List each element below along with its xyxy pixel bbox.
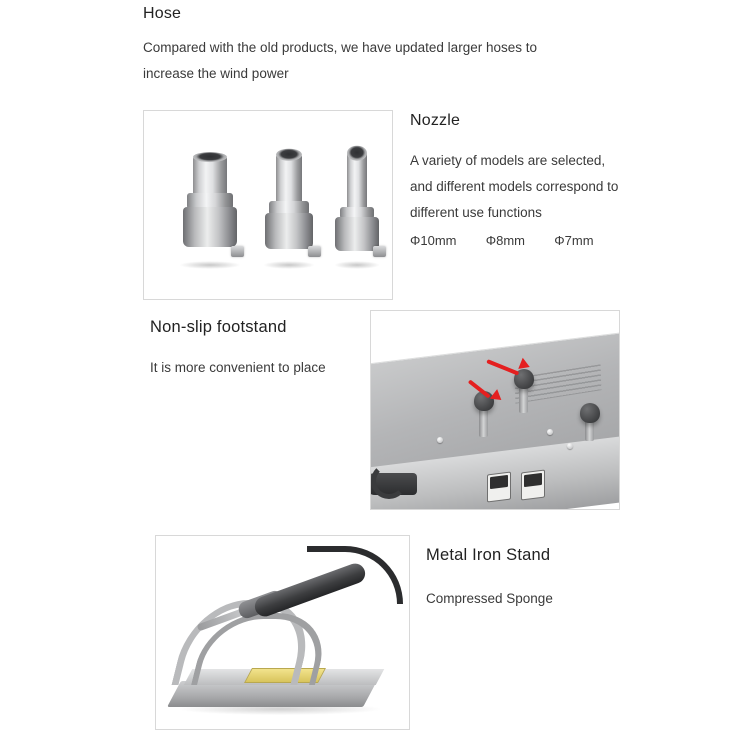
footstand-description: It is more convenient to place bbox=[150, 360, 326, 375]
iron-stand-image bbox=[155, 535, 410, 730]
power-switch-1[interactable] bbox=[487, 472, 511, 503]
panel-screw-1 bbox=[437, 437, 443, 443]
nozzle-8mm-graphic bbox=[249, 155, 329, 261]
panel-screw-2 bbox=[547, 429, 553, 435]
footstand-heading: Non-slip footstand bbox=[150, 318, 287, 336]
panel-screw-3 bbox=[567, 443, 573, 449]
nozzle-heading: Nozzle bbox=[410, 112, 461, 129]
nozzle-image bbox=[143, 110, 393, 300]
hose-description: Compared with the old products, we have updated larger hoses to increase the wind power bbox=[143, 40, 537, 81]
nozzle-spec-2: Φ8mm bbox=[485, 233, 526, 248]
iron-stand-heading: Metal Iron Stand bbox=[426, 546, 551, 564]
nozzle-spec-3: Φ7mm bbox=[554, 233, 594, 248]
footstand-image bbox=[370, 310, 620, 510]
power-switch-2[interactable] bbox=[521, 470, 545, 501]
hose-connector bbox=[370, 473, 417, 495]
nozzle-10mm-graphic bbox=[170, 155, 250, 261]
iron-stand-description: Compressed Sponge bbox=[426, 591, 553, 606]
hose-heading: Hose bbox=[143, 5, 182, 22]
iron-cord bbox=[307, 546, 403, 604]
nozzle-description: A variety of models are selected, and different models correspond to different use functions bbox=[410, 153, 619, 220]
footstand-foot-right bbox=[580, 403, 600, 423]
nozzle-7mm-graphic bbox=[320, 155, 393, 261]
nozzle-spec-1: Φ10mm bbox=[410, 233, 457, 248]
nozzle-spec-list bbox=[410, 233, 594, 248]
